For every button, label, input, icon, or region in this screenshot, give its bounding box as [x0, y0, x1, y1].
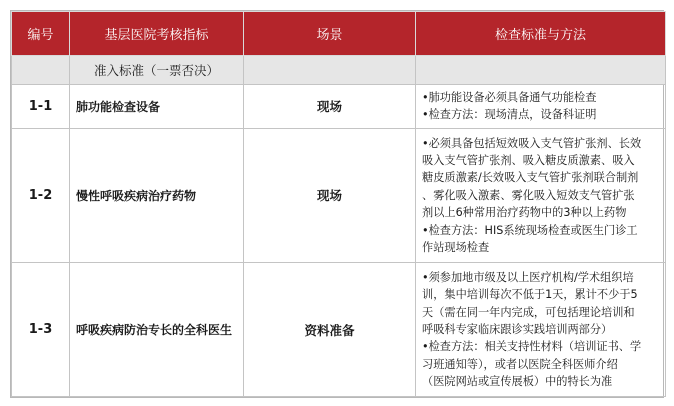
method-line: •肺功能设备必须具备通气功能检查	[422, 90, 597, 104]
section-row	[12, 56, 666, 85]
row-id: 1-1	[12, 85, 70, 129]
criteria-table	[11, 11, 666, 397]
section-empty-cell	[244, 56, 416, 85]
method-line: 、雾化吸入激素、雾化吸入短效支气管扩张	[422, 188, 635, 202]
row-indicator: 呼吸疾病防治专长的全科医生	[70, 263, 244, 397]
section-empty-cell	[12, 56, 70, 85]
method-line: •检查方法：HIS系统现场检查或医生门诊工	[422, 223, 638, 237]
row-indicator: 肺功能检查设备	[70, 85, 244, 129]
section-empty-cell	[416, 56, 666, 85]
row-id: 1-3	[12, 263, 70, 397]
method-line: （医院网站或宣传展板）中的特长为准	[422, 375, 613, 389]
row-method	[416, 85, 666, 129]
header-method: 检查标准与方法	[416, 12, 666, 56]
section-label: 准入标准（一票否决）	[70, 56, 244, 85]
method-line: 吸入支气管扩张剂、吸入糖皮质激素、吸入	[422, 153, 635, 167]
table-header-row	[12, 12, 666, 56]
method-line: 训，集中培训每次不低于1天，累计不少于5	[422, 288, 638, 302]
method-line: •必须具备包括短效吸入支气管扩张剂、长效	[422, 136, 642, 150]
row-scene: 现场	[244, 85, 416, 129]
row-method	[416, 263, 666, 397]
method-line: •检查方法：相关支持性材料（培训证书、学	[422, 340, 642, 354]
row-method	[416, 128, 666, 263]
row-scene: 资料准备	[244, 263, 416, 397]
table-row	[12, 128, 666, 263]
method-line: •检查方法：现场清点，设备科证明	[422, 108, 597, 122]
method-line: 糖皮质激素/长效吸入支气管扩张剂联合制剂	[422, 171, 639, 185]
table-row	[12, 263, 666, 397]
row-scene: 现场	[244, 128, 416, 263]
row-indicator: 慢性呼吸疾病治疗药物	[70, 128, 244, 263]
header-scene: 场景	[244, 12, 416, 56]
method-line: 作站现场检查	[422, 240, 490, 254]
method-line: 习班通知等），或者以医院全科医师介绍	[422, 357, 618, 371]
criteria-table-container	[10, 10, 664, 398]
header-id: 编号	[12, 12, 70, 56]
method-line: 剂以上6种常用治疗药物中的3种以上药物	[422, 206, 627, 220]
row-id: 1-2	[12, 128, 70, 263]
table-row	[12, 85, 666, 129]
method-line: •须参加地市级及以上医疗机构/学术组织培	[422, 270, 634, 284]
method-line: 呼吸科专家临床跟诊实践培训两部分）	[422, 322, 613, 336]
header-indicator: 基层医院考核指标	[70, 12, 244, 56]
method-line: 天（需在同一年内完成，可包括理论培训和	[422, 305, 635, 319]
